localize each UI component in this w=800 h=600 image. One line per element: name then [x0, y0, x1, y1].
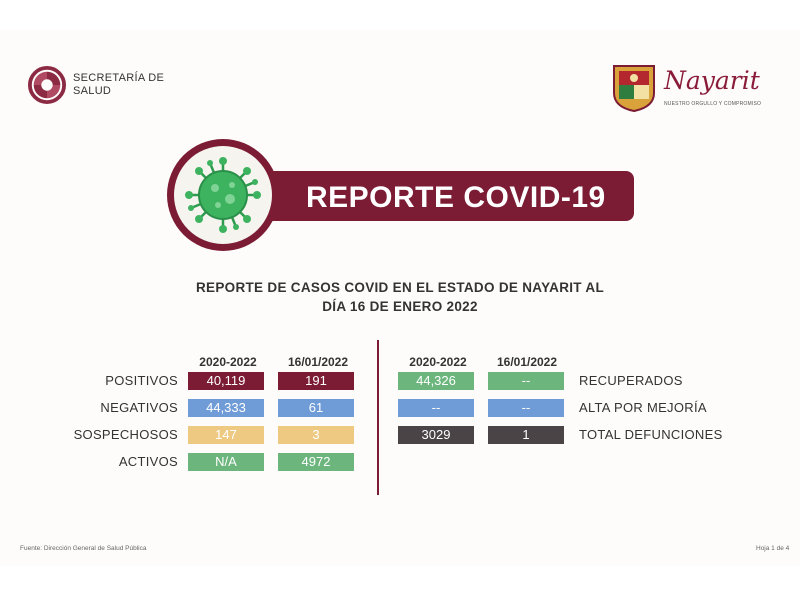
activos-total-cell: N/A: [188, 453, 264, 471]
recuperados-day-cell: --: [488, 372, 564, 390]
defunciones-day-cell: 1: [488, 426, 564, 444]
row-label-sospechosos: SOSPECHOSOS: [73, 427, 178, 442]
coronavirus-icon: [183, 155, 263, 235]
subtitle-line-1: REPORTE DE CASOS COVID EN EL ESTADO DE NAYARIT AL: [195, 280, 604, 295]
alta-mejoria-day-cell: --: [488, 399, 564, 417]
report-subtitle: [160, 278, 640, 316]
negativos-day-cell: 61: [278, 399, 354, 417]
subtitle-line-2: DÍA 16 DE ENERO 2022: [322, 299, 478, 314]
left-column-header-day: 16/01/2022: [287, 355, 349, 369]
recuperados-total-cell: 44,326: [398, 372, 474, 390]
row-label-recuperados: RECUPERADOS: [579, 373, 683, 388]
nayarit-shield-icon: [611, 63, 657, 113]
negativos-total-cell: 44,333: [188, 399, 264, 417]
secretaria-salud-name: [73, 72, 164, 98]
table-divider: [377, 340, 379, 495]
defunciones-total-cell: 3029: [398, 426, 474, 444]
row-label-positivos: POSITIVOS: [105, 373, 178, 388]
activos-day-cell: 4972: [278, 453, 354, 471]
positivos-day-cell: 191: [278, 372, 354, 390]
secretaria-line-1: SECRETARÍA DE: [73, 72, 165, 84]
footer-page-number: Hoja 1 de 4: [756, 545, 790, 552]
banner-title: REPORTE COVID-19: [306, 181, 606, 214]
row-label-negativos: NEGATIVOS: [100, 400, 178, 415]
left-column-header-total: 2020-2022: [199, 355, 257, 369]
footer-source: Fuente: Dirección General de Salud Pública: [20, 545, 147, 552]
row-label-total-defunciones: TOTAL DEFUNCIONES: [579, 427, 723, 442]
right-column-header-total: 2020-2022: [409, 355, 467, 369]
secretaria-salud-logo-icon: [28, 66, 66, 104]
nayarit-slogan: NUESTRO ORGULLO Y COMPROMISO: [664, 101, 762, 107]
alta-mejoria-total-cell: --: [398, 399, 474, 417]
sospechosos-total-cell: 147: [188, 426, 264, 444]
secretaria-line-2: SALUD: [73, 85, 112, 97]
row-label-alta-mejoria: ALTA POR MEJORÍA: [579, 400, 707, 415]
nayarit-wordmark: Nayarit: [664, 66, 760, 95]
row-label-activos: ACTIVOS: [118, 454, 178, 469]
sospechosos-day-cell: 3: [278, 426, 354, 444]
right-column-header-day: 16/01/2022: [496, 355, 558, 369]
positivos-total-cell: 40,119: [188, 372, 264, 390]
